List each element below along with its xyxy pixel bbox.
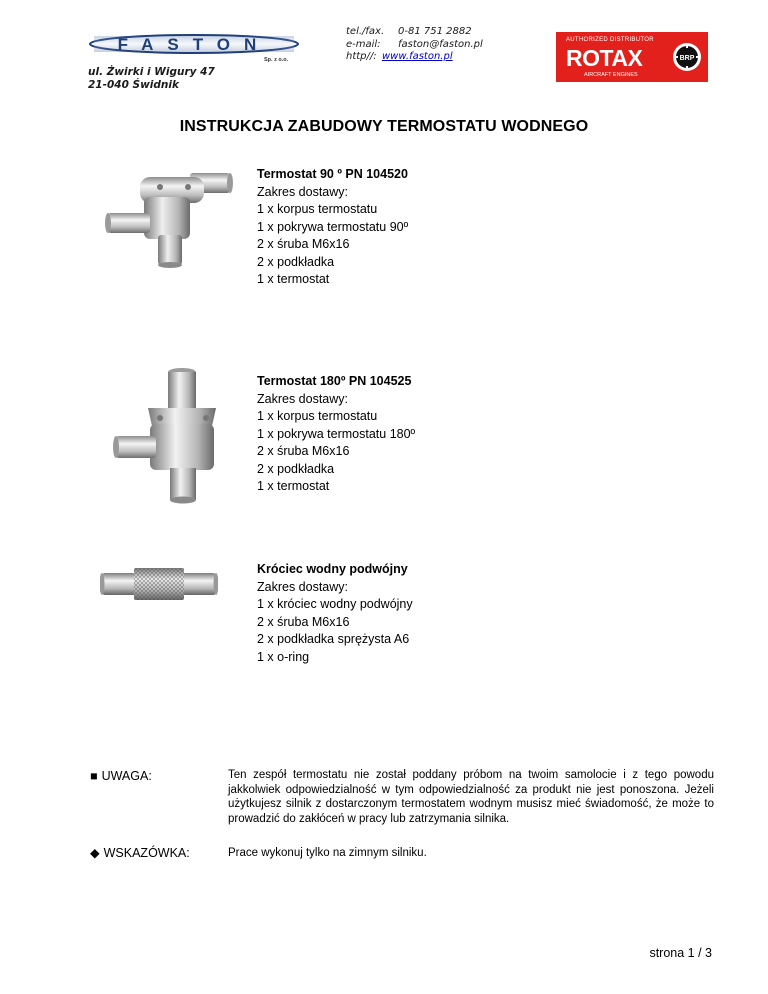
logo-suffix: Sp. z o.o. — [264, 57, 289, 63]
product-line: 2 x śruba M6x16 — [257, 614, 350, 629]
page-number: strona 1 / 3 — [649, 946, 712, 960]
product-line: 1 x termostat — [257, 479, 330, 493]
tip-label — [90, 845, 190, 861]
faston-logo — [88, 28, 300, 70]
product-line: 2 x śruba M6x16 — [257, 444, 350, 458]
product-line: 1 x pokrywa termostatu 180º — [257, 426, 416, 441]
square-bullet-icon: ■ — [90, 769, 98, 783]
svg-text:FASTON: FASTON — [117, 35, 271, 54]
product-line: Zakres dostawy: — [257, 391, 349, 406]
product-line: 1 x pokrywa termostatu 90º — [257, 219, 409, 234]
rotax-distributor-badge — [556, 32, 708, 82]
contact-label: tel./fax. — [346, 26, 385, 37]
address-line: 21-040 Świdnik — [88, 79, 179, 91]
product-line: 1 x termostat — [257, 272, 330, 286]
website-link[interactable]: www.faston.pl — [382, 51, 453, 62]
thermostat-90-image — [104, 165, 234, 275]
contact-block — [346, 26, 483, 64]
contact-label: e-mail: — [346, 38, 381, 50]
product-line: 2 x śruba M6x16 — [257, 237, 350, 251]
company-address — [88, 66, 215, 92]
product-name: Termostat 90 º PN 104520 — [257, 167, 408, 181]
tip-text: Prace wykonuj tylko na zimnym silniku. — [228, 847, 427, 859]
warning-text: Ten zespół termostatu nie został poddany próbom na twoim samolocie i z tego powodu jakkolwiek odpowiedzialność w tym odpowiedzialność za produkt nie jest ponoszona. Jeżeli użytkujesz silnik z dostarczonym termostatem wodnym musisz mieć świadomość, że może to prowadzić do zakłóceń w pracy lub zatrzymania silnika. — [228, 769, 714, 825]
product-thermostat-180 — [257, 373, 415, 496]
product-name: Króciec wodny podwójny — [257, 562, 408, 576]
double-water-connector-image — [100, 565, 218, 608]
badge-sub-text: AIRCRAFT ENGINES — [584, 72, 638, 78]
contact-label: http//: — [346, 51, 377, 62]
product-line: 1 x o-ring — [257, 649, 310, 664]
email-value: faston@faston.pl — [398, 38, 483, 50]
warning-label-text: UWAGA: — [101, 769, 152, 783]
brp-gear-icon — [672, 42, 702, 72]
product-line: 2 x podkładka sprężysta A6 — [257, 632, 410, 646]
phone-value: 0-81 751 2882 — [398, 26, 472, 37]
warning-label — [90, 768, 152, 784]
document-title: INSTRUKCJA ZABUDOWY TERMOSTATU WODNEGO — [179, 118, 589, 135]
product-line: 1 x króciec wodny podwójny — [257, 597, 413, 611]
thermostat-180-image — [112, 364, 222, 511]
product-line: 1 x korpus termostatu — [257, 202, 378, 216]
product-thermostat-90 — [257, 166, 408, 289]
product-line: Zakres dostawy: — [257, 184, 349, 199]
badge-brand: ROTAX — [566, 45, 643, 71]
product-line: 1 x korpus termostatu — [257, 409, 378, 423]
product-name: Termostat 180º PN 104525 — [257, 374, 412, 388]
tip-label-text: WSKAZÓWKA: — [103, 846, 190, 860]
product-line: Zakres dostawy: — [257, 579, 349, 594]
svg-text:BRP: BRP — [679, 55, 695, 62]
address-line: ul. Żwirki i Wigury 47 — [88, 66, 215, 78]
product-line: 2 x podkładka — [257, 461, 335, 476]
diamond-bullet-icon: ◆ — [90, 846, 100, 860]
badge-top-text: AUTHORIZED DISTRIBUTOR — [566, 37, 654, 43]
product-line: 2 x podkładka — [257, 254, 335, 269]
product-double-connector — [257, 561, 413, 666]
